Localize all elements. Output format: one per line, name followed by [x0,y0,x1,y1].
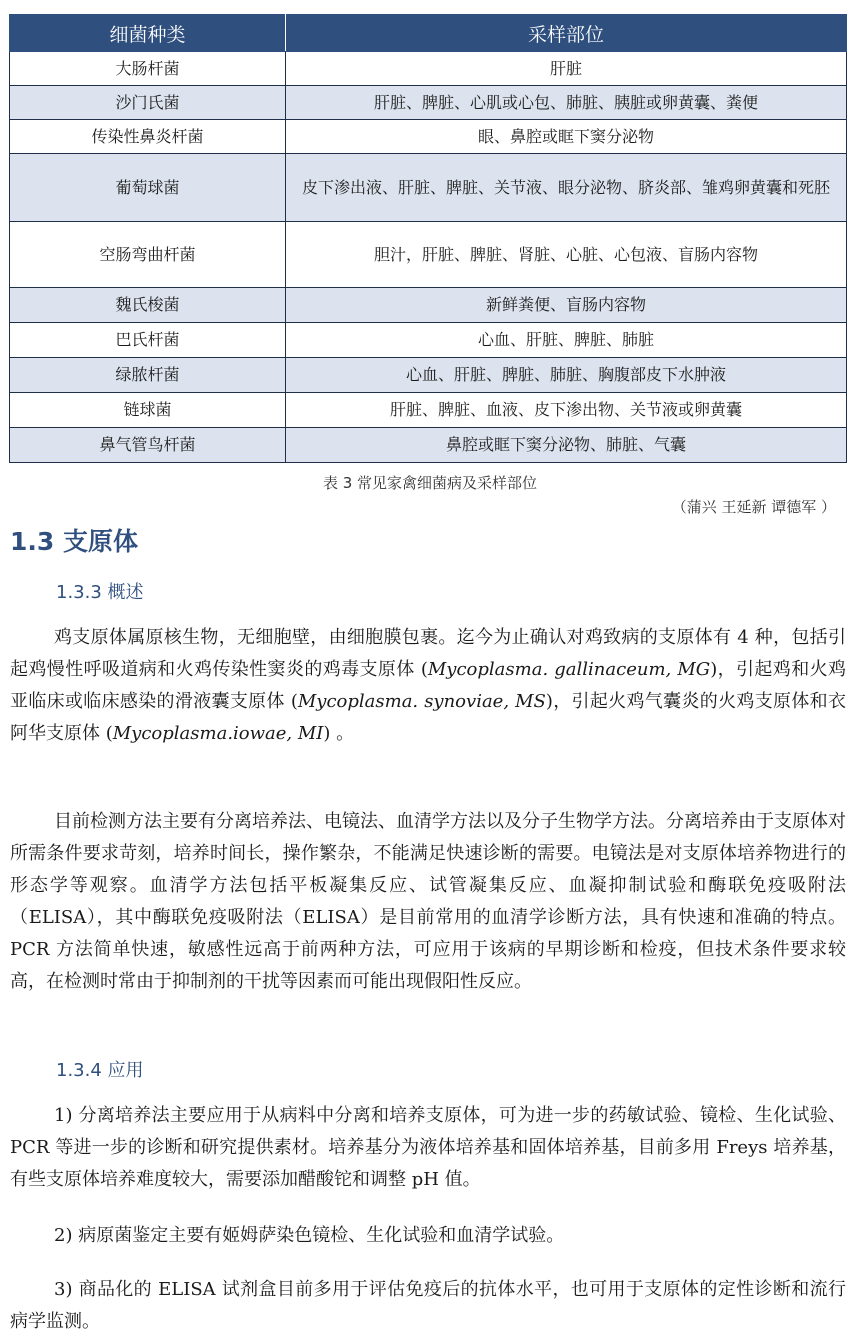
bacteria-cell: 巴氏杆菌 [10,323,286,358]
table-row [10,323,847,358]
bacteria-cell: 沙门氏菌 [10,86,286,120]
site-cell: 眼、鼻腔或眶下窦分泌物 [286,120,847,154]
table-row [10,428,847,463]
site-cell: 胆汁，肝脏、脾脏、肾脏、心脏、心包液、盲肠内容物 [286,222,847,288]
header-bacteria-type: 细菌种类 [10,15,286,52]
paragraph-text: )，引起鸡和火鸡亚临床或临床感染的滑液囊支原体 ( [10,659,846,712]
header-sampling-site: 采样部位 [286,15,847,52]
paragraph-application-3: 3) 商品化的 ELISA 试剂盒目前多用于评估免疫后的抗体水平，也可用于支原体的定性诊断和流行病学监测。 [10,1279,846,1332]
bacteria-cell: 魏氏梭菌 [10,288,286,323]
table-caption: 表 3 常见家禽细菌病及采样部位 [322,474,538,492]
bacteria-cell: 空肠弯曲杆菌 [10,222,286,288]
table-row [10,358,847,393]
table-row [10,288,847,323]
paragraph-text: )，引起火鸡气囊炎的火鸡支原体和衣阿华支原体 ( [10,691,846,744]
site-cell: 心血、肝脏、脾脏、肺脏、胸腹部皮下水肿液 [286,358,847,393]
paragraph-overview [10,622,846,750]
subsection-title-overview: 1.3.3 概述 [56,582,144,603]
subsection-title-application: 1.3.4 应用 [56,1060,144,1081]
paragraph-application-2: 2) 病原菌鉴定主要有姬姆萨染色镜检、生化试验和血清学试验。 [54,1225,565,1246]
table-row [10,120,847,154]
site-cell: 肝脏 [286,52,847,86]
section-title: 1.3 支原体 [10,527,138,556]
bacteria-cell: 大肠杆菌 [10,52,286,86]
table-header-row [10,15,847,52]
authors-line: （蒲兴 王延新 谭德军 ） [671,498,836,516]
site-cell: 心血、肝脏、脾脏、肺脏 [286,323,847,358]
species-name-mg: Mycoplasma. gallinaceum, MG [427,659,711,680]
bacteria-cell: 鼻气管鸟杆菌 [10,428,286,463]
bacteria-cell: 绿脓杆菌 [10,358,286,393]
site-cell: 皮下渗出液、肝脏、脾脏、关节液、眼分泌物、脐炎部、雏鸡卵黄囊和死胚 [286,154,847,222]
paragraph-text: ) 。 [323,723,355,744]
site-cell: 肝脏、脾脏、血液、皮下渗出物、关节液或卵黄囊 [286,393,847,428]
site-cell: 鼻腔或眶下窦分泌物、肺脏、气囊 [286,428,847,463]
bacteria-cell: 传染性鼻炎杆菌 [10,120,286,154]
bacteria-cell: 葡萄球菌 [10,154,286,222]
bacteria-sampling-table [9,14,847,463]
species-name-mi: Mycoplasma.iowae, MI [112,723,324,744]
bacteria-cell: 链球菌 [10,393,286,428]
species-name-ms: Mycoplasma. synoviae, MS [297,691,546,712]
paragraph-detection-methods: 目前检测方法主要有分离培养法、电镜法、血清学方法以及分子生物学方法。分离培养由于支原体对所需条件要求苛刻，培养时间长，操作繁杂，不能满足快速诊断的需要。电镜法是对支原体培养物进行的形态学等观察。血清学方法包括平板凝集反应、试管凝集反应、血凝抑制试验和酶联免疫吸附法（ELISA），其中酶联免疫吸附法（ELISA）是目前常用的血清学诊断方法，具有快速和准确的特点。PCR 方法简单快速，敏感性远高于前两种方法，可应用于该病的早期诊断和检疫，但技术条件要求较高，在检测时常由于抑制剂的干扰等因素而可能出现假阳性反应。 [10,811,846,992]
table-row [10,222,847,288]
table-row [10,86,847,120]
site-cell: 肝脏、脾脏、心肌或心包、肺脏、胰脏或卵黄囊、粪便 [286,86,847,120]
site-cell: 新鲜粪便、盲肠内容物 [286,288,847,323]
table-row [10,52,847,86]
paragraph-text: 鸡支原体属原核生物，无细胞壁，由细胞膜包裹。迄今为止确认对鸡致病的支原体有 4 种，包括引起鸡慢性呼吸道病和火鸡传染性窦炎的鸡毒支原体 ( [10,627,846,680]
table-row [10,154,847,222]
table-row [10,393,847,428]
paragraph-application-1: 1) 分离培养法主要应用于从病料中分离和培养支原体，可为进一步的药敏试验、镜检、生化试验、PCR 等进一步的诊断和研究提供素材。培养基分为液体培养基和固体培养基，目前多用 Freys 培养基，有些支原体培养难度较大，需要添加醋酸铊和调整 pH 值。 [10,1105,846,1190]
